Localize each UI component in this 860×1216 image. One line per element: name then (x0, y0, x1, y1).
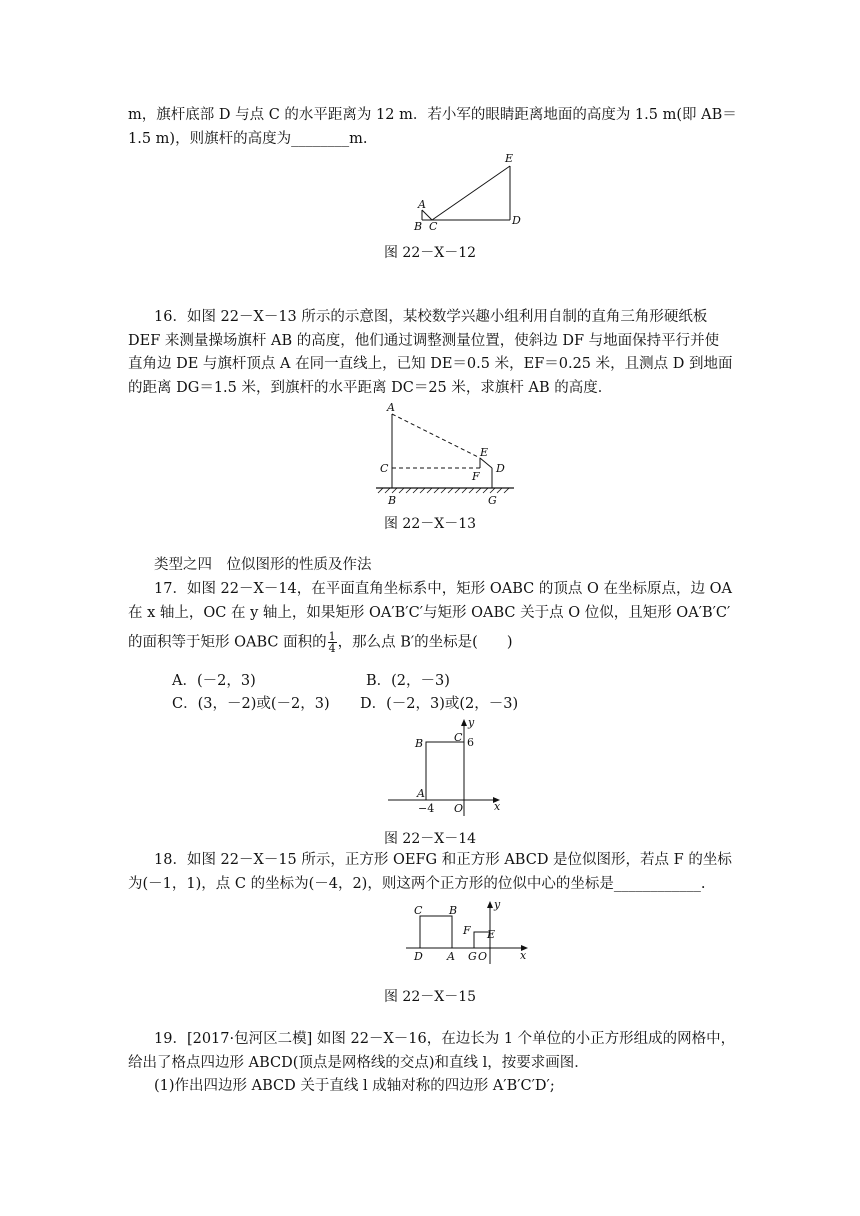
q17-line3 (128, 631, 734, 655)
q17-text (128, 578, 734, 655)
option-a[interactable]: A．(－2，3) (172, 673, 256, 689)
fig13-label-f: F (472, 470, 480, 483)
fig15-label-y: y (494, 898, 501, 911)
fig15-label-a: A (447, 950, 455, 963)
figure-22-x-12 (408, 148, 528, 242)
caption-22-x-15: 图 22－X－15 (383, 989, 477, 1005)
fig13-label-c: C (380, 462, 389, 475)
q17-line1: 17．如图 22－X－14，在平面直角坐标系中，矩形 OABC 的顶点 O 在坐标原点，边 OA (154, 581, 732, 597)
fig14-label-neg4: −4 (418, 802, 435, 815)
fig12-label-e: E (505, 152, 514, 165)
fig15-label-d: D (414, 950, 423, 963)
q16-line3: 直角边 DE 与旗杆顶点 A 在同一直线上，已知 DE＝0.5 米，EF＝0.25 米，且测点 D 到地面 (128, 356, 733, 372)
q17-line3-before: 的面积等于矩形 OABC 面积的 (128, 634, 327, 651)
fig15-label-f: F (463, 924, 471, 937)
fig15-label-x: x (520, 949, 527, 962)
section-heading (128, 554, 734, 578)
q16-line2: DEF 来测量操场旗杆 AB 的高度，他们通过调整测量位置，使斜边 DF 与地面保持平行并使 (128, 332, 720, 349)
q18-text (128, 849, 734, 896)
fig15-label-b: B (449, 904, 458, 917)
q18-line1: 18．如图 22－X－15 所示，正方形 OEFG 和正方形 ABCD 是位似图形，若点 F 的坐标 (154, 852, 732, 868)
caption-22-x-13: 图 22－X－13 (383, 516, 477, 532)
fig12-label-d: D (512, 214, 521, 227)
fig15-label-o: O (478, 950, 488, 963)
q16-line4: 的距离 DG＝1.5 米，到旗杆的水平距离 DC＝25 米，求旗杆 AB 的高度． (128, 379, 613, 396)
fraction-denominator: 4 (328, 642, 336, 655)
option-b[interactable]: B．(2，－3) (366, 673, 450, 689)
q15-line2: 1.5 m)，则旗杆的高度为________m. (128, 130, 368, 147)
fig14-label-o: O (454, 802, 464, 815)
fig13-label-a: A (387, 401, 395, 414)
fig12-label-b: B (414, 220, 423, 233)
q19-line2: 给出了格点四边形 ABCD(顶点是网格线的交点)和直线 l，按要求画图． (128, 1054, 589, 1071)
fig13-label-e: E (480, 446, 489, 459)
fig15-label-g: G (468, 950, 477, 963)
fig14-label-6: 6 (467, 736, 474, 749)
caption-22-x-12: 图 22－X－12 (383, 245, 477, 261)
fig14-label-a: A (417, 787, 425, 800)
fig12-label-a: A (418, 198, 426, 211)
q19-line1: 19．[2017·包河区二模] 如图 22－X－16，在边长为 1 个单位的小正方形组成的网格中， (154, 1031, 736, 1047)
q18-line2: 为(－1，1)，点 C 的坐标为(－4，2)，则这两个正方形的位似中心的坐标是____________. (128, 875, 706, 892)
fig15-label-c: C (414, 904, 423, 917)
q15-text (128, 104, 737, 151)
fig14-label-b: B (415, 737, 424, 750)
fig13-label-d: D (496, 462, 505, 475)
fig12-label-c: C (429, 220, 438, 233)
figure-22-x-15 (404, 896, 534, 972)
fig15-label-e: E (487, 928, 496, 941)
fraction-one-quarter (328, 631, 337, 654)
fraction-numerator: 1 (328, 630, 336, 643)
q16-line1: 16．如图 22－X－13 所示的示意图，某校数学兴趣小组利用自制的直角三角形硬纸板 (154, 309, 708, 325)
fig14-label-c: C (454, 731, 463, 744)
q17-line3-after: ，那么点 B′的坐标是( ) (337, 634, 513, 651)
figure-22-x-13 (374, 400, 520, 512)
caption-22-x-14: 图 22－X－14 (383, 831, 477, 847)
fig14-label-x: x (494, 800, 501, 813)
fig13-label-g: G (488, 494, 497, 507)
fig13-label-b: B (388, 494, 397, 507)
option-d[interactable]: D．(－2，3)或(2，－3) (360, 696, 519, 712)
q19-text (128, 1028, 734, 1099)
q17-line2: 在 x 轴上，OC 在 y 轴上，如果矩形 OA′B′C′与矩形 OABC 关于点 O 位似，且矩形 OA′B′C′ (128, 604, 731, 621)
figure-22-x-14 (388, 716, 508, 824)
option-c[interactable]: C．(3，－2)或(－2，3) (172, 696, 330, 712)
q19-line3: (1)作出四边形 ABCD 关于直线 l 成轴对称的四边形 A′B′C′D′; (154, 1078, 555, 1094)
section-4-heading: 类型之四 位似图形的性质及作法 (154, 557, 372, 573)
fig14-label-y: y (468, 716, 475, 729)
q15-line1: m，旗杆底部 D 与点 C 的水平距离为 12 m．若小军的眼睛距离地面的高度为 1.5 m(即 AB＝ (128, 107, 737, 123)
q16-text (128, 306, 734, 400)
